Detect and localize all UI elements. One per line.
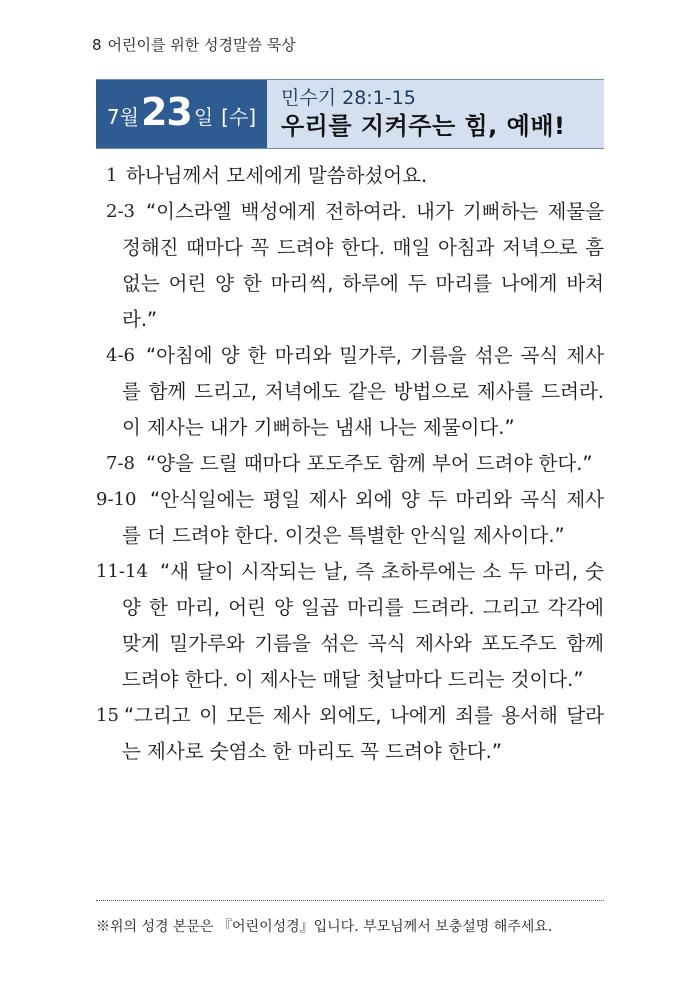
date-box — [96, 80, 267, 148]
verse-number: 7-8 — [106, 453, 135, 474]
reference-box — [267, 80, 604, 148]
verse-list — [96, 158, 604, 770]
date-weekday: [수] — [221, 104, 257, 129]
scripture-reference: 민수기 28:1-15 — [281, 87, 416, 109]
devotion-title: 우리를 지켜주는 힘, 예배! — [281, 112, 566, 140]
date-month: 7월 — [106, 104, 139, 129]
verse — [96, 158, 604, 194]
verse-number: 11-14 — [96, 561, 148, 582]
verse — [96, 554, 604, 698]
verse-text: “안식일에는 평일 제사 외에 양 두 마리와 곡식 제사를 더 드려야 한다. 이것은 특별한 안식일 제사이다.” — [122, 488, 604, 547]
date-day-suffix: 일 — [193, 104, 214, 129]
verse — [96, 194, 604, 338]
footer-divider — [96, 900, 604, 901]
verse-number: 15 — [96, 705, 119, 726]
verse — [96, 698, 604, 770]
verse-text: “이스라엘 백성에게 전하여라. 내가 기뻐하는 제물을 정해진 때마다 꼭 드려야 한다. 매일 아침과 저녁으로 흠 없는 어린 양 한 마리씩, 하루에 두 마리를 나에게 바쳐라.” — [122, 200, 604, 331]
verse-text: “그리고 이 모든 제사 외에도, 나에게 죄를 용서해 달라는 제사로 숫염소 한 마리도 꼭 드려야 한다.” — [122, 704, 604, 763]
book-title: 어린이를 위한 성경말씀 묵상 — [107, 36, 296, 54]
verse-number: 1 — [106, 165, 118, 186]
footnote: ※위의 성경 본문은 『어린이성경』입니다. 부모님께서 보충설명 해주세요. — [96, 919, 553, 935]
devotion-banner — [96, 79, 604, 149]
verse-text: “양을 드릴 때마다 포도주도 함께 부어 드려야 한다.” — [146, 452, 593, 475]
verse-number: 4-6 — [106, 345, 135, 366]
date-day: 23 — [140, 90, 192, 134]
running-head — [92, 34, 296, 55]
verse — [96, 482, 604, 554]
verse-text: 하나님께서 모세에게 말씀하셨어요. — [126, 164, 428, 187]
page-number: 8 — [92, 36, 102, 54]
verse-text: “아침에 양 한 마리와 밀가루, 기름을 섞은 곡식 제사를 함께 드리고, 저녁에도 같은 방법으로 제사를 드려라. 이 제사는 내가 기뻐하는 냄새 나는 제물이다.” — [122, 344, 604, 439]
verse-number: 2-3 — [106, 201, 135, 222]
verse — [96, 446, 604, 482]
verse — [96, 338, 604, 446]
verse-text: “새 달이 시작되는 날, 즉 초하루에는 소 두 마리, 숫양 한 마리, 어린 양 일곱 마리를 드려라. 그리고 각각에 맞게 밀가루와 기름을 섞은 곡식 제사와 포도주도 함께 드려야 한다. 이 제사는 매달 첫날마다 드리는 것이다.” — [122, 560, 604, 691]
verse-number: 9-10 — [96, 489, 137, 510]
